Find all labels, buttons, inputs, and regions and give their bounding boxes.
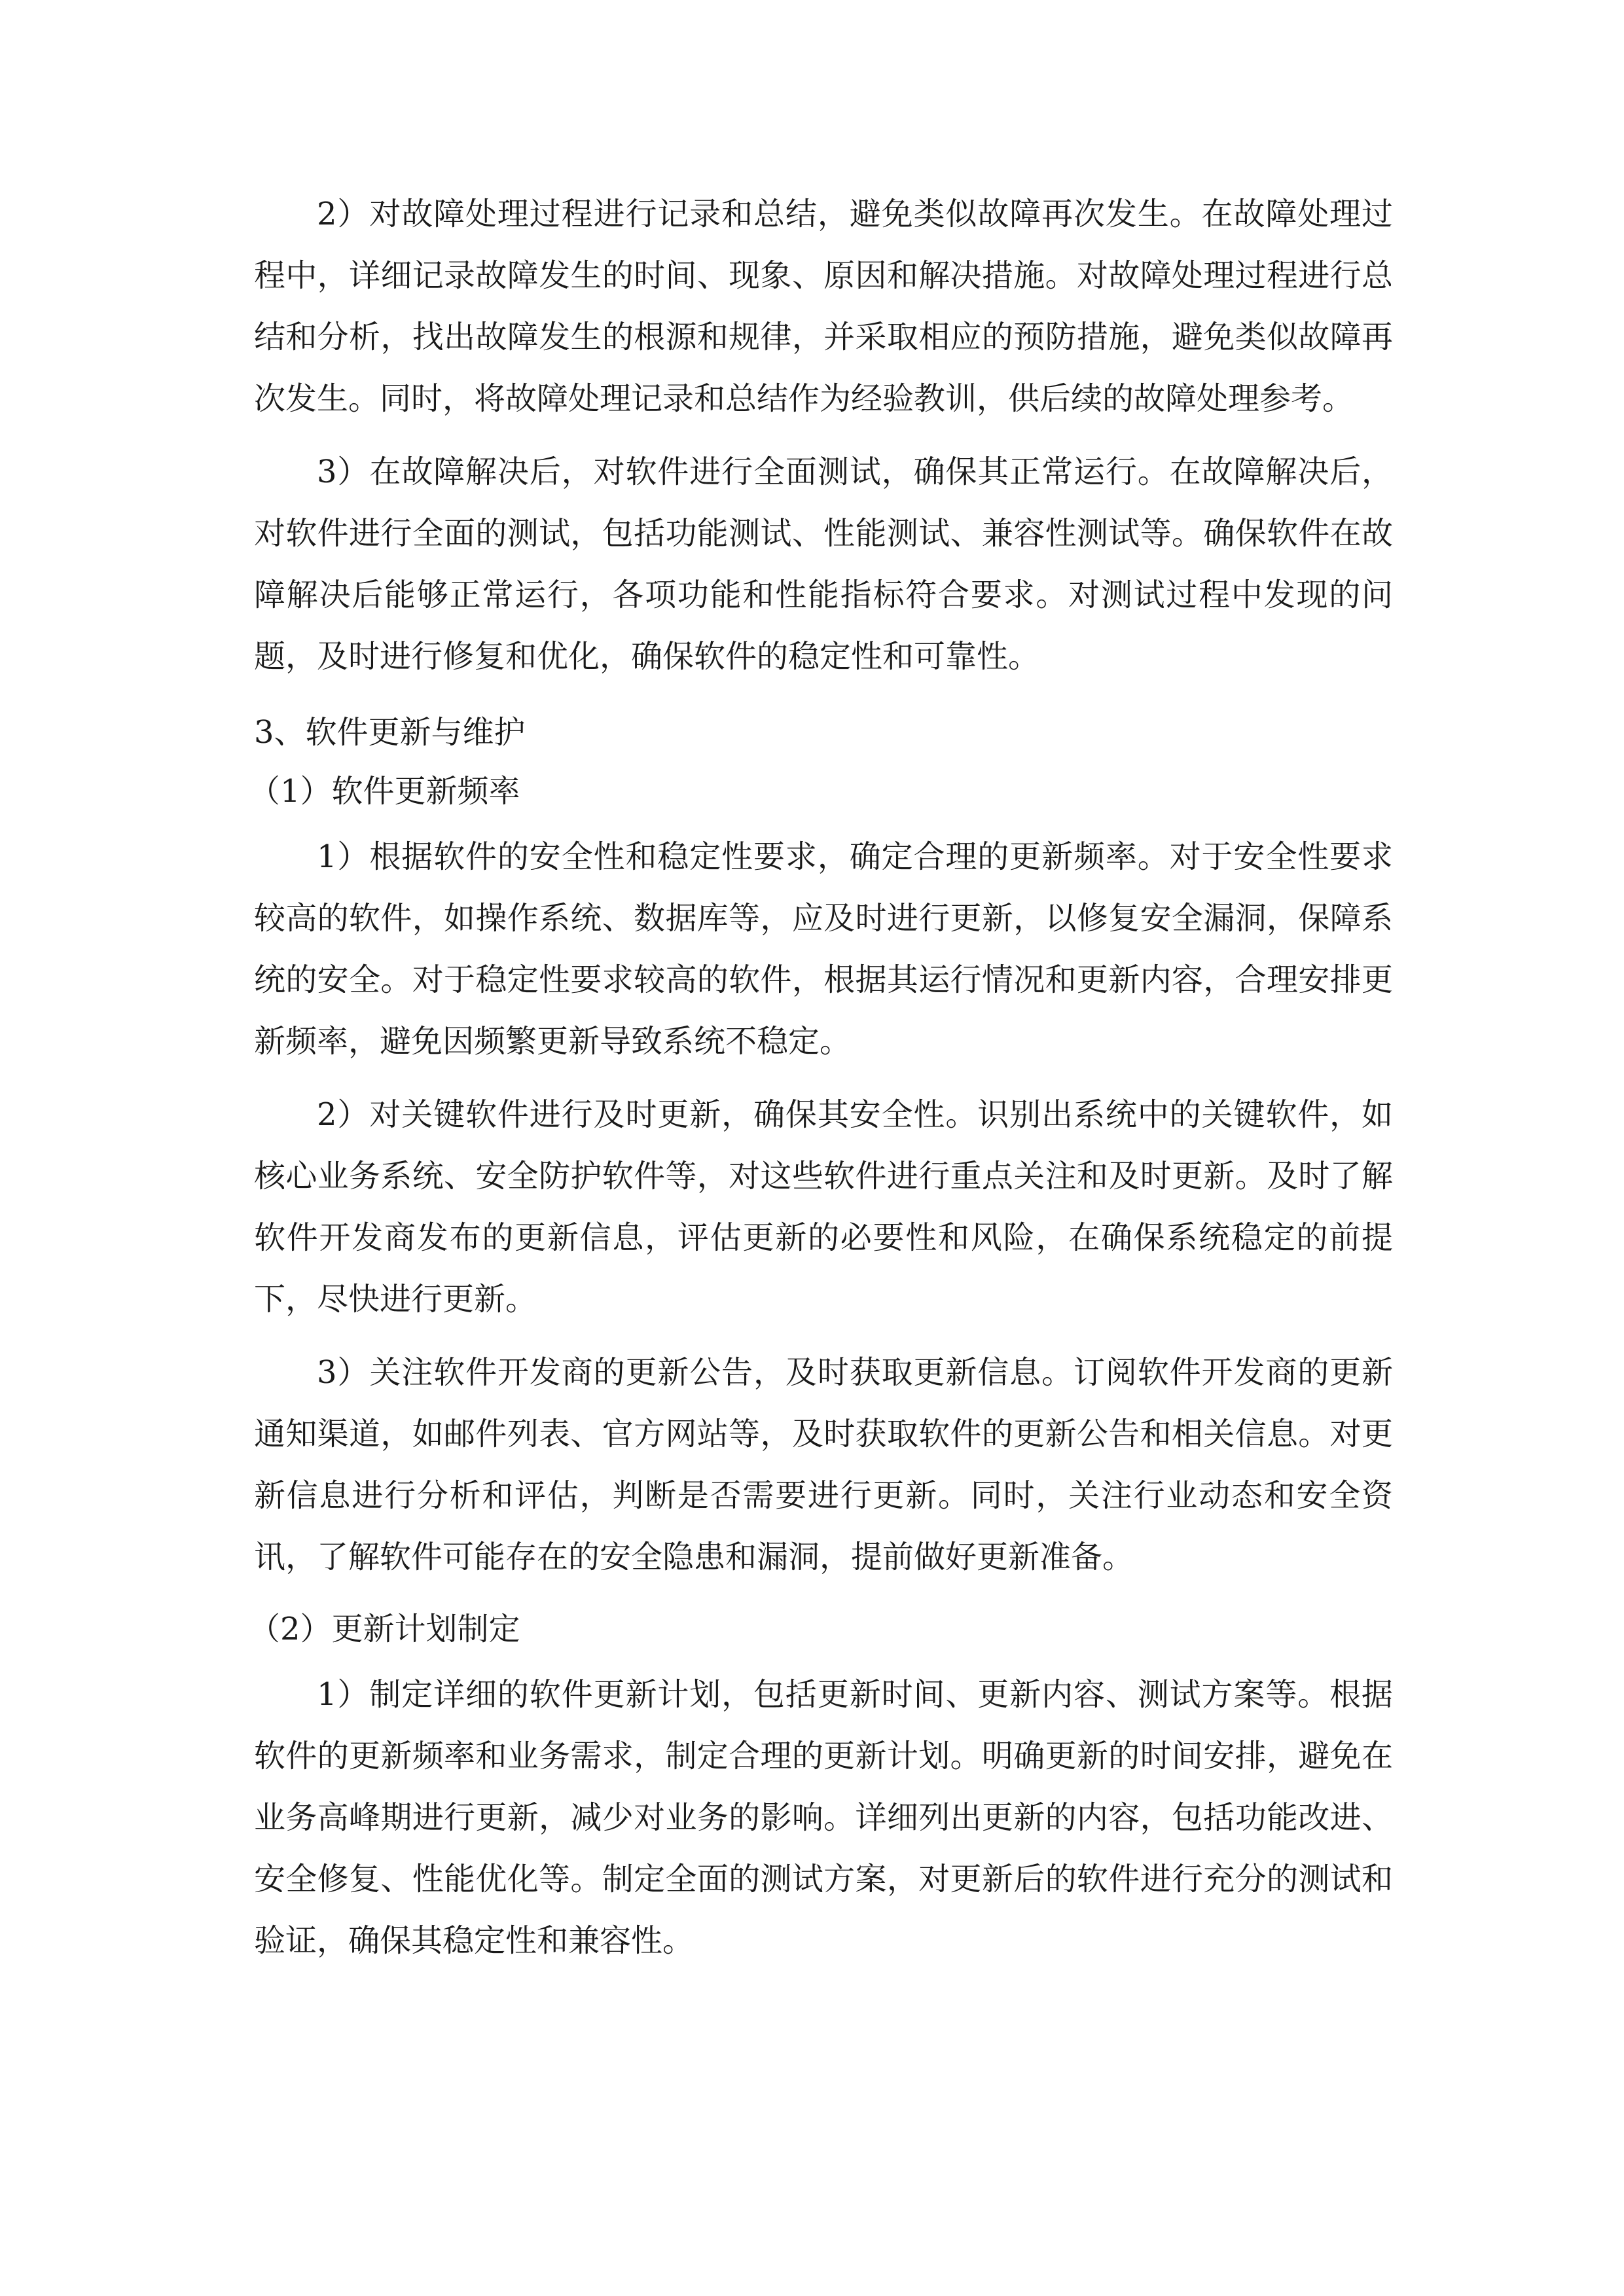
- paragraph-post-fix-testing: 3）在故障解决后，对软件进行全面测试，确保其正常运行。在故障解决后，对软件进行全面的测试，包括功能测试、性能测试、兼容性测试等。确保软件在故障解决后能够正常运行，各项功能和性能指标符合要求。对测试过程中发现的问题，及时进行修复和优化，确保软件的稳定性和可靠性。: [254, 454, 1393, 675]
- paragraph-spacer: [254, 1330, 1393, 1342]
- paragraph-spacer: [254, 1659, 1393, 1664]
- paragraph-spacer: [254, 1072, 1393, 1084]
- subsection-heading-update-frequency: （1）软件更新频率: [249, 773, 520, 810]
- paragraph-critical-software-update: 2）对关键软件进行及时更新，确保其安全性。识别出系统中的关键软件，如核心业务系统、安全防护软件等，对这些软件进行重点关注和及时更新。及时了解软件开发商发布的更新信息，评估更新的必要性和风险，在确保系统稳定的前提下，尽快进行更新。: [254, 1096, 1393, 1318]
- document-page: [249, 183, 1393, 1971]
- paragraph-update-frequency: 1）根据软件的安全性和稳定性要求，确定合理的更新频率。对于安全性要求较高的软件，如操作系统、数据库等，应及时进行更新，以修复安全漏洞，保障系统的安全。对于稳定性要求较高的软件，根据其运行情况和更新内容，合理安排更新频率，避免因频繁更新导致系统不稳定。: [254, 838, 1393, 1060]
- paragraph-spacer: [254, 1588, 1393, 1600]
- paragraph-spacer: [254, 821, 1393, 826]
- paragraph-spacer: [254, 429, 1393, 441]
- paragraph-spacer: [254, 687, 1393, 703]
- paragraph-fault-record-summary: 2）对故障处理过程进行记录和总结，避免类似故障再次发生。在故障处理过程中，详细记录故障发生的时间、现象、原因和解决措施。对故障处理过程进行总结和分析，找出故障发生的根源和规律，并采取相应的预防措施，避免类似故障再次发生。同时，将故障处理记录和总结作为经验教训，供后续的故障处理参考。: [254, 196, 1393, 417]
- paragraph-vendor-announcements: 3）关注软件开发商的更新公告，及时获取更新信息。订阅软件开发商的更新通知渠道，如邮件列表、官方网站等，及时获取软件的更新公告和相关信息。对更新信息进行分析和评估，判断是否需要进行更新。同时，关注行业动态和安全资讯，了解软件可能存在的安全隐患和漏洞，提前做好更新准备。: [254, 1354, 1393, 1575]
- paragraph-update-plan: 1）制定详细的软件更新计划，包括更新时间、更新内容、测试方案等。根据软件的更新频率和业务需求，制定合理的更新计划。明确更新的时间安排，避免在业务高峰期进行更新，减少对业务的影响。详细列出更新的内容，包括功能改进、安全修复、性能优化等。制定全面的测试方案，对更新后的软件进行充分的测试和验证，确保其稳定性和兼容性。: [254, 1676, 1393, 1959]
- subsection-heading-update-plan: （2）更新计划制定: [249, 1611, 520, 1647]
- section-heading-software-update: 3、软件更新与维护: [254, 714, 526, 751]
